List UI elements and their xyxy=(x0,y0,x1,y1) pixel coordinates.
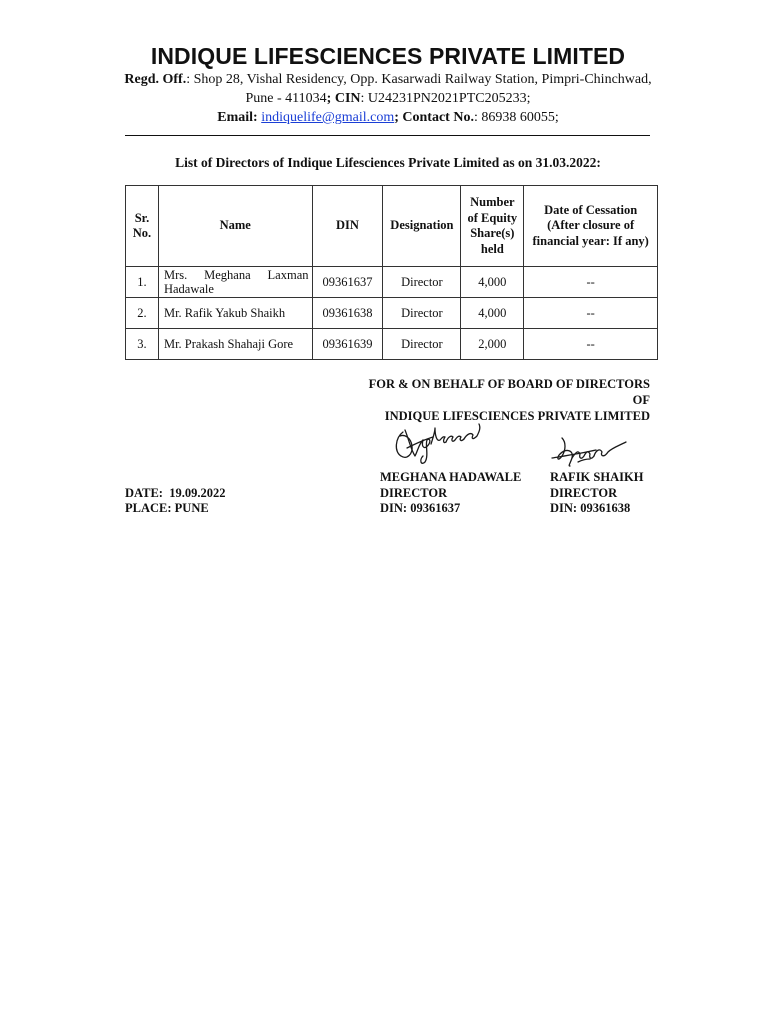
cell-designation: Director xyxy=(383,298,461,329)
header-sr: Sr. No. xyxy=(126,186,159,267)
place-line: PLACE: PUNE xyxy=(125,501,209,515)
header-divider xyxy=(125,135,650,136)
signatory-title: DIRECTOR xyxy=(380,485,448,500)
cell-sr: 3. xyxy=(126,329,159,360)
date-place-block xyxy=(125,486,225,517)
cin-label: ; CIN xyxy=(326,91,361,106)
signatory-din: DIN: 09361638 xyxy=(550,501,631,515)
cell-name: Mrs. Meghana Laxman Hadawale xyxy=(158,267,312,298)
header-cessation: Date of Cessation (After closure of financial year: If any) xyxy=(524,186,658,267)
cell-name: Mr. Rafik Yakub Shaikh xyxy=(158,298,312,329)
date-line: DATE: 19.09.2022 xyxy=(125,485,226,500)
email-label: Email: xyxy=(217,110,258,125)
cell-cessation: -- xyxy=(524,298,658,329)
header-designation: Designation xyxy=(383,186,461,267)
email-link[interactable]: indiquelife@gmail.com xyxy=(261,110,395,125)
signature-rafik xyxy=(548,428,633,473)
cell-name: Mr. Prakash Shahaji Gore xyxy=(158,329,312,360)
cell-designation: Director xyxy=(383,267,461,298)
signature-meghana xyxy=(385,410,485,470)
signatory-name: MEGHANA HADAWALE xyxy=(380,470,522,484)
signatory-meghana xyxy=(380,470,521,517)
header-din: DIN xyxy=(312,186,383,267)
cell-cessation: -- xyxy=(524,329,658,360)
directors-table xyxy=(125,185,658,360)
cell-shares: 4,000 xyxy=(461,298,524,329)
contact-value: : 86938 60055; xyxy=(473,110,559,125)
cell-designation: Director xyxy=(383,329,461,360)
signatory-rafik xyxy=(550,470,643,517)
cell-din: 09361637 xyxy=(312,267,383,298)
header-name: Name xyxy=(158,186,312,267)
signatory-name: RAFIK SHAIKH xyxy=(550,470,644,484)
table-row xyxy=(126,329,658,360)
company-name: INDIQUE LIFESCIENCES PRIVATE LIMITED xyxy=(150,43,626,69)
contact-label: ; Contact No. xyxy=(394,110,474,125)
cell-shares: 4,000 xyxy=(461,267,524,298)
signatory-title: DIRECTOR xyxy=(550,485,618,500)
table-row xyxy=(126,298,658,329)
behalf-line-1: FOR & ON BEHALF OF BOARD OF DIRECTORS OF xyxy=(368,377,650,407)
header-shares: Number of Equity Share(s) held xyxy=(461,186,524,267)
registered-address xyxy=(120,70,656,127)
behalf-line-2: INDIQUE LIFESCIENCES PRIVATE LIMITED xyxy=(384,409,650,423)
list-title: List of Directors of Indique Lifesciences Private Limited as on 31.03.2022: xyxy=(175,155,601,170)
cell-din: 09361638 xyxy=(312,298,383,329)
regd-label: Regd. Off. xyxy=(124,72,187,87)
cell-cessation: -- xyxy=(524,267,658,298)
cell-sr: 1. xyxy=(126,267,159,298)
table-row xyxy=(126,267,658,298)
cin-value: : U24231PN2021PTC205233; xyxy=(360,91,531,106)
cell-din: 09361639 xyxy=(312,329,383,360)
cell-shares: 2,000 xyxy=(461,329,524,360)
cell-sr: 2. xyxy=(126,298,159,329)
table-header-row xyxy=(126,186,658,267)
regd-value: : Shop 28, Vishal Residency, Opp. Kasarwadi Railway Station, Pimpri-Chinchwad, Pune - 411034 xyxy=(186,72,652,106)
signatory-din: DIN: 09361637 xyxy=(380,501,461,515)
